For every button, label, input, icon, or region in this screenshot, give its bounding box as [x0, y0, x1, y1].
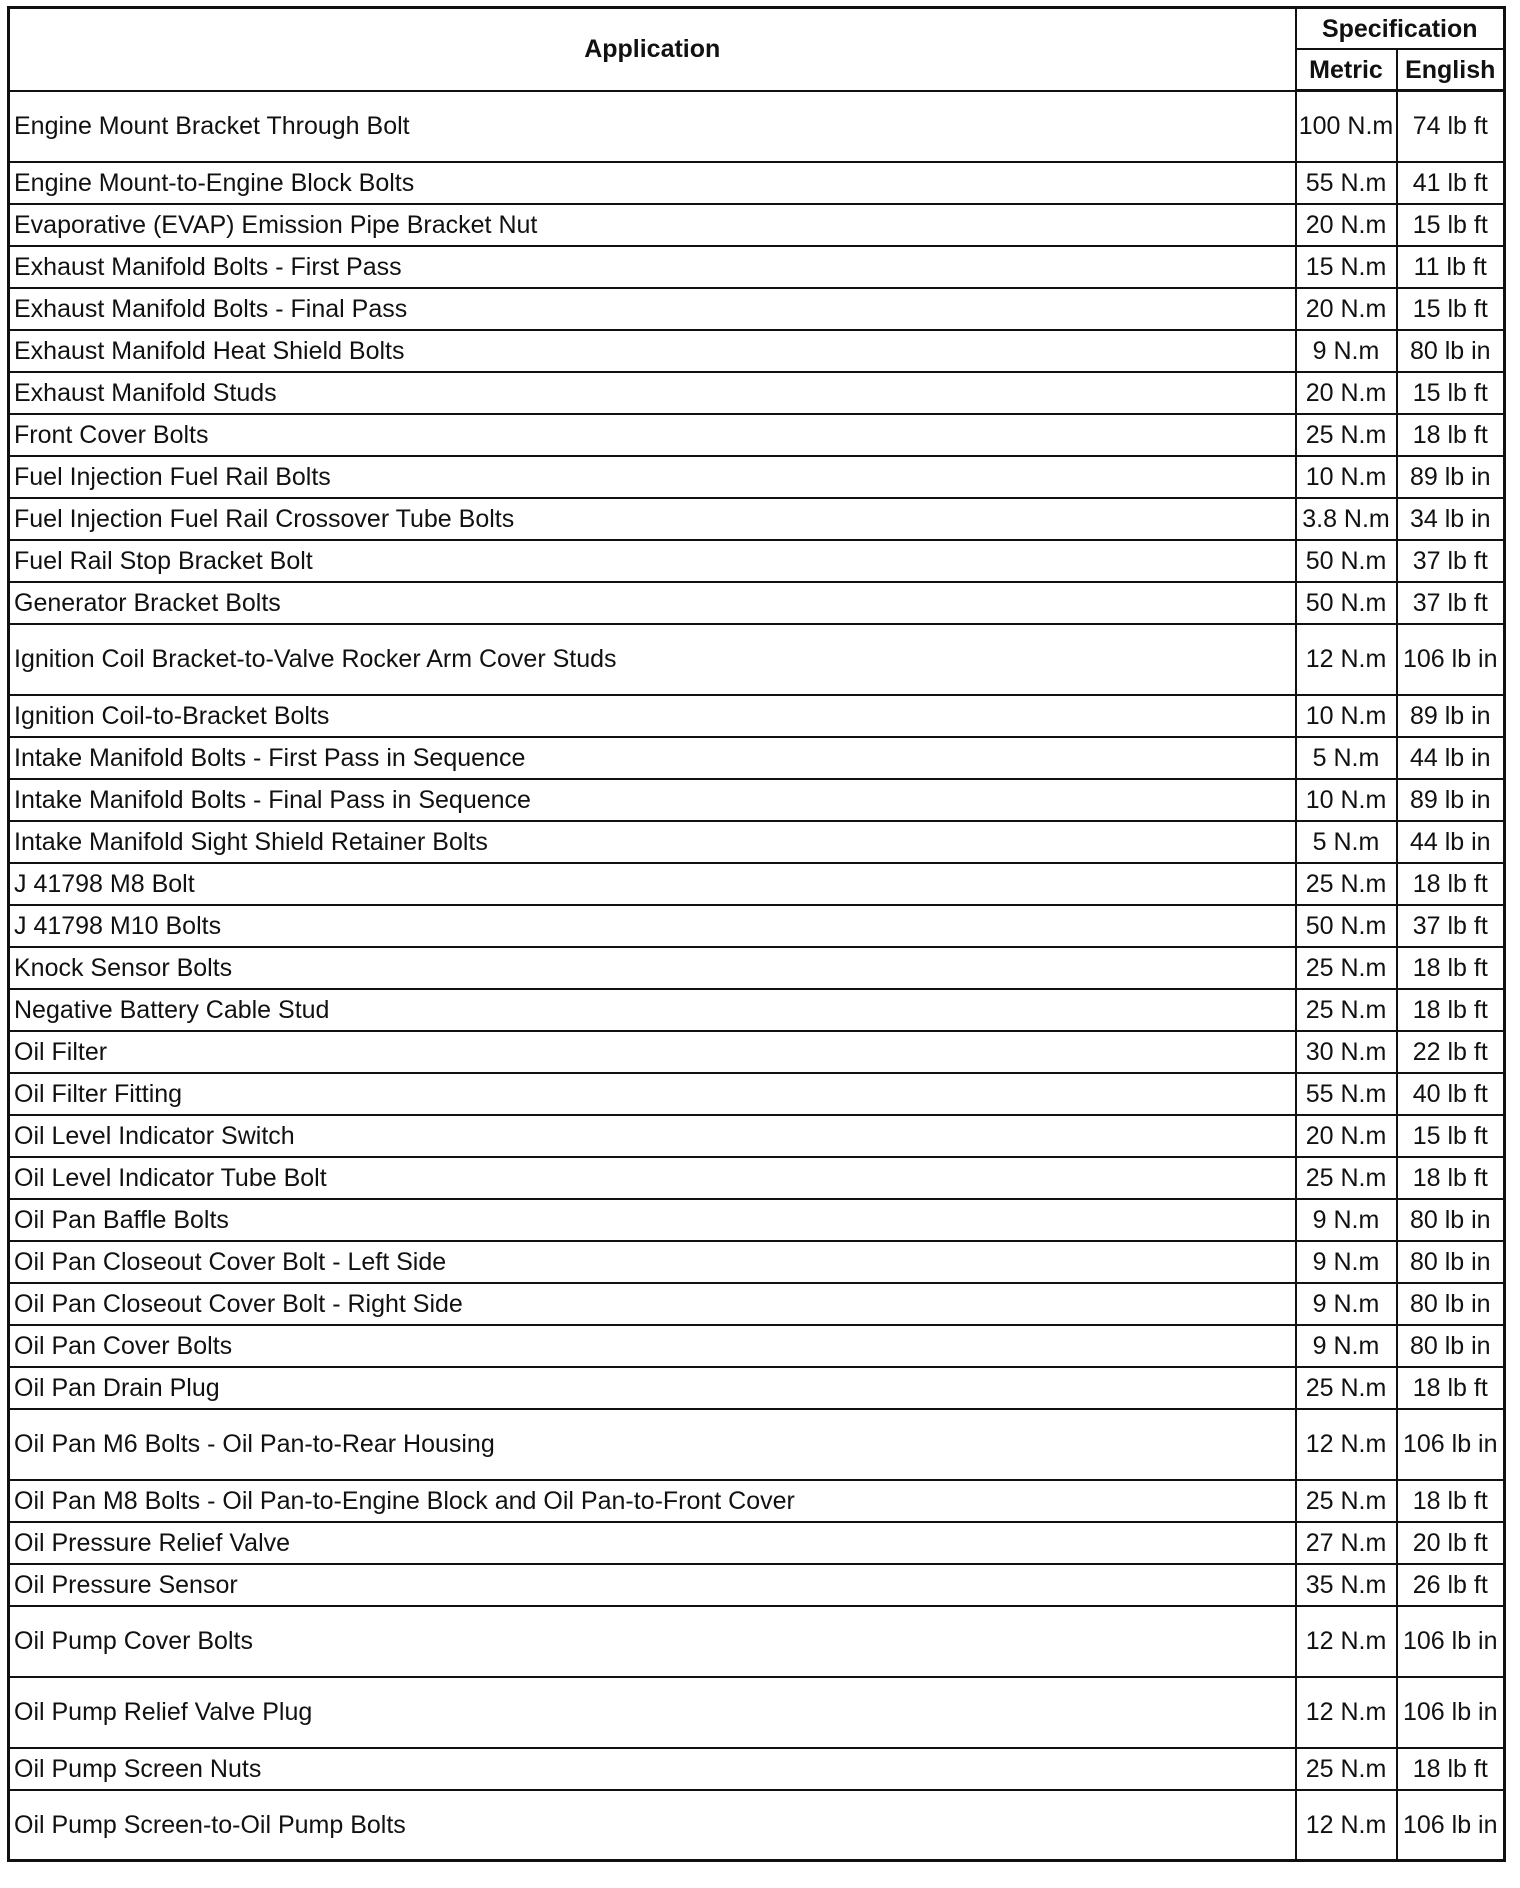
metric-value-cell: 10 N.m	[1296, 456, 1397, 498]
table-row	[9, 1564, 1505, 1606]
metric-value-cell: 9 N.m	[1296, 1325, 1397, 1367]
table-row	[9, 905, 1505, 947]
application-cell: Front Cover Bolts	[9, 414, 1296, 456]
english-value-cell: 80 lb in	[1397, 330, 1505, 372]
table-row	[9, 498, 1505, 540]
table-row	[9, 1283, 1505, 1325]
table-body	[9, 91, 1505, 1861]
table-row	[9, 162, 1505, 204]
table-row	[9, 540, 1505, 582]
application-cell: Oil Pan M6 Bolts - Oil Pan-to-Rear Housing	[9, 1409, 1296, 1480]
table-row	[9, 1367, 1505, 1409]
application-cell: Oil Pan M8 Bolts - Oil Pan-to-Engine Block and Oil Pan-to-Front Cover	[9, 1480, 1296, 1522]
metric-value-cell: 12 N.m	[1296, 1677, 1397, 1748]
application-cell: J 41798 M8 Bolt	[9, 863, 1296, 905]
metric-value-cell: 25 N.m	[1296, 863, 1397, 905]
english-value-cell: 18 lb ft	[1397, 863, 1505, 905]
english-value-cell: 106 lb in	[1397, 1409, 1505, 1480]
table-row	[9, 246, 1505, 288]
table-row	[9, 737, 1505, 779]
metric-value-cell: 10 N.m	[1296, 695, 1397, 737]
metric-value-cell: 50 N.m	[1296, 540, 1397, 582]
metric-value-cell: 12 N.m	[1296, 1606, 1397, 1677]
metric-value-cell: 25 N.m	[1296, 1367, 1397, 1409]
fastener-torque-table	[7, 6, 1506, 1862]
table-row	[9, 695, 1505, 737]
english-value-cell: 80 lb in	[1397, 1325, 1505, 1367]
english-value-cell: 18 lb ft	[1397, 1367, 1505, 1409]
application-cell: Exhaust Manifold Bolts - First Pass	[9, 246, 1296, 288]
metric-value-cell: 3.8 N.m	[1296, 498, 1397, 540]
application-cell: Engine Mount Bracket Through Bolt	[9, 91, 1296, 162]
table-row	[9, 821, 1505, 863]
table-row	[9, 989, 1505, 1031]
english-value-cell: 89 lb in	[1397, 779, 1505, 821]
table-row	[9, 1073, 1505, 1115]
english-value-cell: 89 lb in	[1397, 695, 1505, 737]
english-value-cell: 37 lb ft	[1397, 540, 1505, 582]
english-value-cell: 80 lb in	[1397, 1199, 1505, 1241]
metric-value-cell: 5 N.m	[1296, 737, 1397, 779]
application-cell: Oil Pan Closeout Cover Bolt - Left Side	[9, 1241, 1296, 1283]
table-row	[9, 1677, 1505, 1748]
table-row	[9, 456, 1505, 498]
metric-value-cell: 55 N.m	[1296, 1073, 1397, 1115]
english-value-cell: 18 lb ft	[1397, 989, 1505, 1031]
table-row	[9, 1241, 1505, 1283]
metric-value-cell: 12 N.m	[1296, 1409, 1397, 1480]
application-cell: Intake Manifold Bolts - Final Pass in Sequence	[9, 779, 1296, 821]
english-value-cell: 26 lb ft	[1397, 1564, 1505, 1606]
application-cell: Oil Filter Fitting	[9, 1073, 1296, 1115]
application-cell: Intake Manifold Bolts - First Pass in Sequence	[9, 737, 1296, 779]
metric-value-cell: 25 N.m	[1296, 1748, 1397, 1790]
metric-value-cell: 20 N.m	[1296, 1115, 1397, 1157]
metric-value-cell: 100 N.m	[1296, 91, 1397, 162]
metric-column-header: Metric	[1296, 49, 1397, 91]
table-row	[9, 582, 1505, 624]
english-value-cell: 18 lb ft	[1397, 1748, 1505, 1790]
english-value-cell: 89 lb in	[1397, 456, 1505, 498]
table-row	[9, 204, 1505, 246]
metric-value-cell: 15 N.m	[1296, 246, 1397, 288]
english-value-cell: 40 lb ft	[1397, 1073, 1505, 1115]
english-value-cell: 80 lb in	[1397, 1283, 1505, 1325]
table-row	[9, 1480, 1505, 1522]
metric-value-cell: 20 N.m	[1296, 372, 1397, 414]
metric-value-cell: 25 N.m	[1296, 1157, 1397, 1199]
specification-column-header: Specification	[1296, 8, 1505, 50]
table-row	[9, 779, 1505, 821]
application-cell: Negative Battery Cable Stud	[9, 989, 1296, 1031]
english-value-cell: 34 lb in	[1397, 498, 1505, 540]
table-row	[9, 863, 1505, 905]
english-value-cell: 37 lb ft	[1397, 905, 1505, 947]
application-cell: Fuel Injection Fuel Rail Bolts	[9, 456, 1296, 498]
application-cell: Oil Pan Closeout Cover Bolt - Right Side	[9, 1283, 1296, 1325]
application-cell: Ignition Coil Bracket-to-Valve Rocker Arm Cover Studs	[9, 624, 1296, 695]
application-cell: Exhaust Manifold Studs	[9, 372, 1296, 414]
english-value-cell: 18 lb ft	[1397, 1480, 1505, 1522]
application-cell: Intake Manifold Sight Shield Retainer Bolts	[9, 821, 1296, 863]
application-cell: Fuel Injection Fuel Rail Crossover Tube Bolts	[9, 498, 1296, 540]
metric-value-cell: 55 N.m	[1296, 162, 1397, 204]
metric-value-cell: 9 N.m	[1296, 1283, 1397, 1325]
metric-value-cell: 25 N.m	[1296, 414, 1397, 456]
application-cell: Engine Mount-to-Engine Block Bolts	[9, 162, 1296, 204]
table-row	[9, 372, 1505, 414]
table-header	[9, 8, 1505, 91]
application-cell: Exhaust Manifold Bolts - Final Pass	[9, 288, 1296, 330]
english-value-cell: 106 lb in	[1397, 624, 1505, 695]
application-column-header: Application	[9, 8, 1296, 91]
application-cell: Oil Pump Relief Valve Plug	[9, 1677, 1296, 1748]
table-row	[9, 624, 1505, 695]
metric-value-cell: 9 N.m	[1296, 1241, 1397, 1283]
english-value-cell: 11 lb ft	[1397, 246, 1505, 288]
application-cell: Oil Pump Screen Nuts	[9, 1748, 1296, 1790]
application-cell: Oil Pressure Sensor	[9, 1564, 1296, 1606]
metric-value-cell: 12 N.m	[1296, 1790, 1397, 1861]
table-row	[9, 1157, 1505, 1199]
application-cell: Ignition Coil-to-Bracket Bolts	[9, 695, 1296, 737]
application-cell: Oil Filter	[9, 1031, 1296, 1073]
metric-value-cell: 20 N.m	[1296, 288, 1397, 330]
application-cell: Oil Pump Cover Bolts	[9, 1606, 1296, 1677]
table-row	[9, 1748, 1505, 1790]
metric-value-cell: 10 N.m	[1296, 779, 1397, 821]
english-value-cell: 22 lb ft	[1397, 1031, 1505, 1073]
application-cell: Oil Pump Screen-to-Oil Pump Bolts	[9, 1790, 1296, 1861]
table-row	[9, 1115, 1505, 1157]
application-cell: J 41798 M10 Bolts	[9, 905, 1296, 947]
table-row	[9, 947, 1505, 989]
table-row	[9, 1606, 1505, 1677]
metric-value-cell: 20 N.m	[1296, 204, 1397, 246]
table-row	[9, 414, 1505, 456]
application-cell: Oil Pan Cover Bolts	[9, 1325, 1296, 1367]
metric-value-cell: 30 N.m	[1296, 1031, 1397, 1073]
application-cell: Oil Pressure Relief Valve	[9, 1522, 1296, 1564]
metric-value-cell: 25 N.m	[1296, 989, 1397, 1031]
english-value-cell: 15 lb ft	[1397, 372, 1505, 414]
english-value-cell: 37 lb ft	[1397, 582, 1505, 624]
metric-value-cell: 9 N.m	[1296, 1199, 1397, 1241]
application-cell: Oil Pan Baffle Bolts	[9, 1199, 1296, 1241]
english-value-cell: 80 lb in	[1397, 1241, 1505, 1283]
english-value-cell: 20 lb ft	[1397, 1522, 1505, 1564]
english-value-cell: 15 lb ft	[1397, 204, 1505, 246]
application-cell: Evaporative (EVAP) Emission Pipe Bracket Nut	[9, 204, 1296, 246]
english-value-cell: 18 lb ft	[1397, 947, 1505, 989]
application-cell: Exhaust Manifold Heat Shield Bolts	[9, 330, 1296, 372]
english-value-cell: 44 lb in	[1397, 737, 1505, 779]
application-cell: Generator Bracket Bolts	[9, 582, 1296, 624]
metric-value-cell: 50 N.m	[1296, 582, 1397, 624]
english-value-cell: 41 lb ft	[1397, 162, 1505, 204]
table-row	[9, 1790, 1505, 1861]
metric-value-cell: 25 N.m	[1296, 947, 1397, 989]
table-row	[9, 288, 1505, 330]
table-row	[9, 1409, 1505, 1480]
table-row	[9, 91, 1505, 162]
metric-value-cell: 35 N.m	[1296, 1564, 1397, 1606]
english-value-cell: 106 lb in	[1397, 1677, 1505, 1748]
english-column-header: English	[1397, 49, 1505, 91]
metric-value-cell: 50 N.m	[1296, 905, 1397, 947]
english-value-cell: 18 lb ft	[1397, 1157, 1505, 1199]
application-cell: Oil Pan Drain Plug	[9, 1367, 1296, 1409]
english-value-cell: 15 lb ft	[1397, 288, 1505, 330]
application-cell: Oil Level Indicator Tube Bolt	[9, 1157, 1296, 1199]
torque-spec-sheet	[7, 6, 1503, 1862]
metric-value-cell: 5 N.m	[1296, 821, 1397, 863]
application-cell: Oil Level Indicator Switch	[9, 1115, 1296, 1157]
english-value-cell: 18 lb ft	[1397, 414, 1505, 456]
english-value-cell: 74 lb ft	[1397, 91, 1505, 162]
metric-value-cell: 12 N.m	[1296, 624, 1397, 695]
english-value-cell: 44 lb in	[1397, 821, 1505, 863]
english-value-cell: 106 lb in	[1397, 1790, 1505, 1861]
metric-value-cell: 9 N.m	[1296, 330, 1397, 372]
application-cell: Fuel Rail Stop Bracket Bolt	[9, 540, 1296, 582]
table-row	[9, 330, 1505, 372]
table-row	[9, 1199, 1505, 1241]
application-cell: Knock Sensor Bolts	[9, 947, 1296, 989]
metric-value-cell: 25 N.m	[1296, 1480, 1397, 1522]
english-value-cell: 15 lb ft	[1397, 1115, 1505, 1157]
table-row	[9, 1031, 1505, 1073]
table-row	[9, 1522, 1505, 1564]
metric-value-cell: 27 N.m	[1296, 1522, 1397, 1564]
english-value-cell: 106 lb in	[1397, 1606, 1505, 1677]
table-row	[9, 1325, 1505, 1367]
